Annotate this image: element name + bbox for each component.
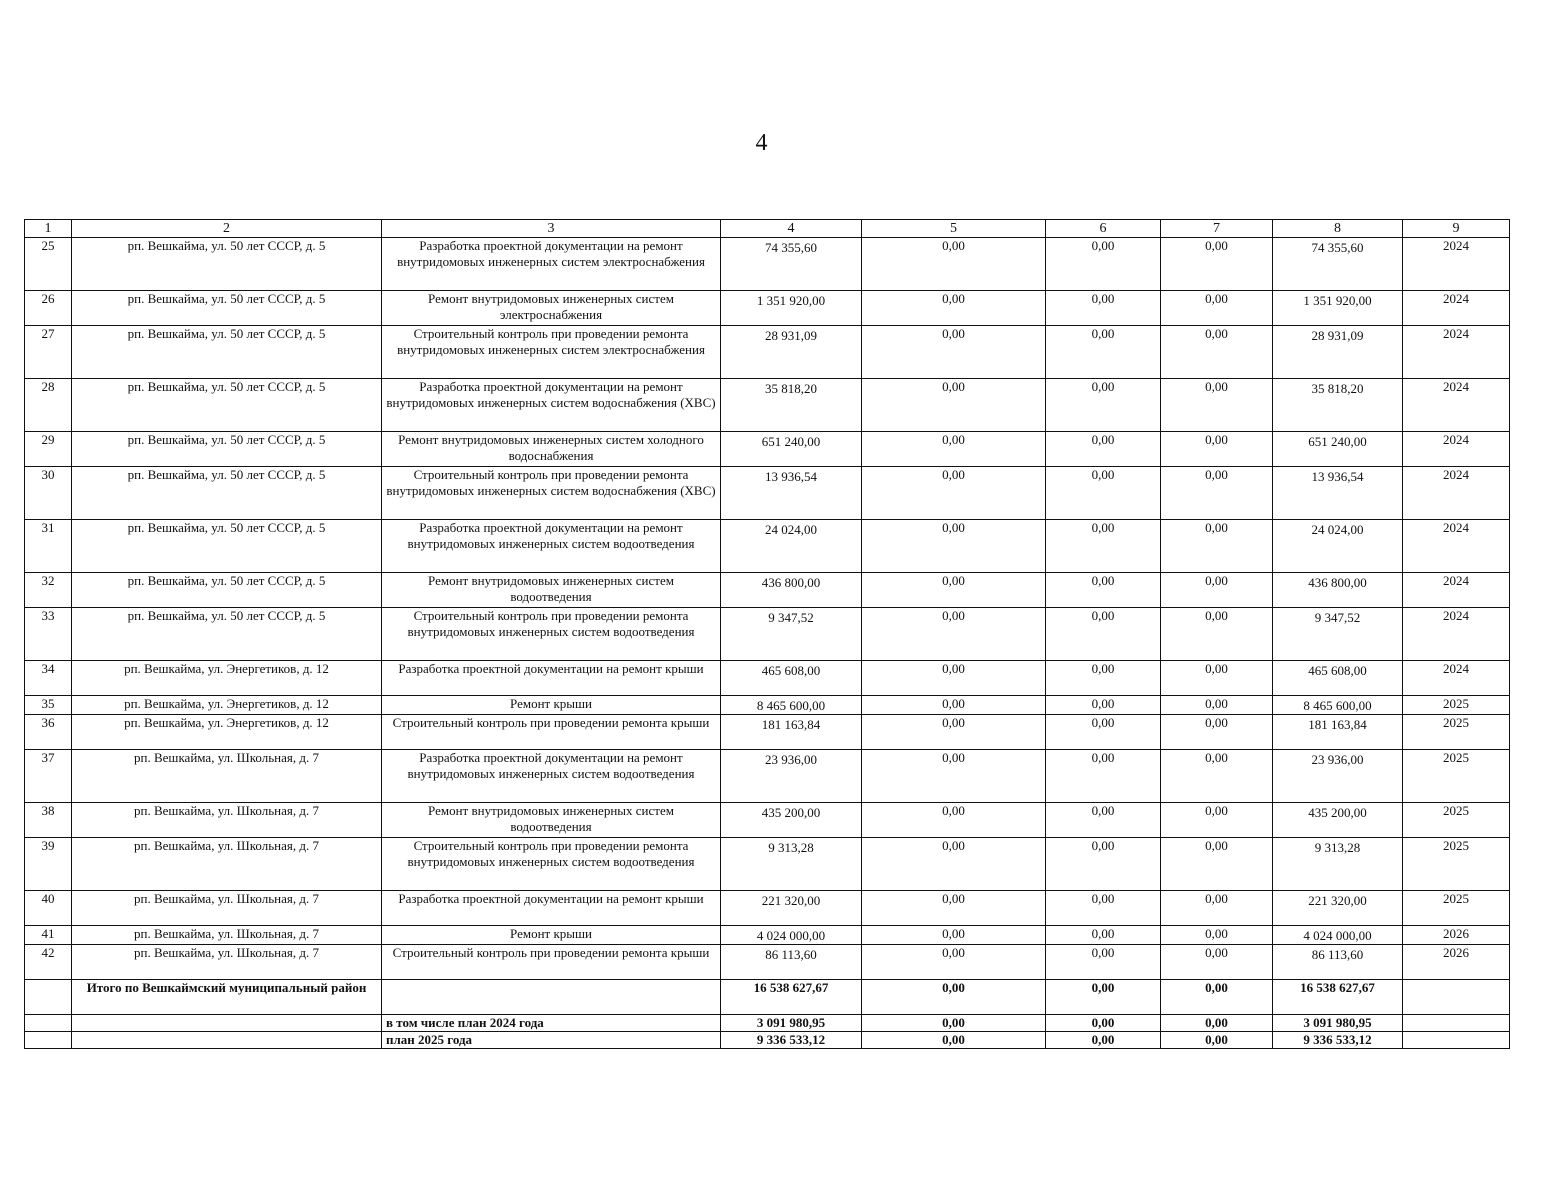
address-cell: рп. Вешкайма, ул. Школьная, д. 7 bbox=[72, 750, 382, 803]
total-c6-cell: 0,00 bbox=[1046, 980, 1161, 1015]
address-cell: рп. Вешкайма, ул. 50 лет СССР, д. 5 bbox=[72, 238, 382, 291]
subtotal-c8-cell: 3 091 980,95 bbox=[1273, 1015, 1403, 1032]
empty-cell bbox=[25, 1015, 72, 1032]
amount-col7-cell: 0,00 bbox=[1161, 432, 1273, 467]
work-type-cell: Разработка проектной документации на ремонт внутридомовых инженерных систем водоотведения bbox=[382, 520, 721, 573]
empty-cell bbox=[382, 980, 721, 1015]
amount-col7-cell: 0,00 bbox=[1161, 750, 1273, 803]
amount-col8-cell: 435 200,00 bbox=[1273, 803, 1403, 838]
empty-cell bbox=[1403, 980, 1510, 1015]
subtotal-c8-cell: 9 336 533,12 bbox=[1273, 1032, 1403, 1049]
empty-cell bbox=[25, 1032, 72, 1049]
row-number: 25 bbox=[25, 238, 72, 291]
table-row bbox=[25, 326, 1510, 379]
work-type-cell: Разработка проектной документации на ремонт крыши bbox=[382, 891, 721, 926]
row-number: 39 bbox=[25, 838, 72, 891]
amount-total-cell: 181 163,84 bbox=[721, 715, 862, 750]
amount-total-cell: 74 355,60 bbox=[721, 238, 862, 291]
amount-col6-cell: 0,00 bbox=[1046, 803, 1161, 838]
address-cell: рп. Вешкайма, ул. Школьная, д. 7 bbox=[72, 891, 382, 926]
amount-col6-cell: 0,00 bbox=[1046, 608, 1161, 661]
address-cell: рп. Вешкайма, ул. 50 лет СССР, д. 5 bbox=[72, 432, 382, 467]
amount-col7-cell: 0,00 bbox=[1161, 696, 1273, 715]
year-cell: 2024 bbox=[1403, 467, 1510, 520]
address-cell: рп. Вешкайма, ул. 50 лет СССР, д. 5 bbox=[72, 608, 382, 661]
column-number-header: 1 bbox=[25, 220, 72, 238]
column-number-header: 7 bbox=[1161, 220, 1273, 238]
table-row bbox=[25, 838, 1510, 891]
total-c5-cell: 0,00 bbox=[862, 980, 1046, 1015]
table-row bbox=[25, 945, 1510, 980]
amount-total-cell: 24 024,00 bbox=[721, 520, 862, 573]
row-number: 36 bbox=[25, 715, 72, 750]
amount-col7-cell: 0,00 bbox=[1161, 715, 1273, 750]
total-label: Итого по Вешкаймский муниципальный район bbox=[72, 980, 382, 1015]
amount-col6-cell: 0,00 bbox=[1046, 891, 1161, 926]
amount-col8-cell: 86 113,60 bbox=[1273, 945, 1403, 980]
amount-col6-cell: 0,00 bbox=[1046, 661, 1161, 696]
table-row bbox=[25, 715, 1510, 750]
subtotal-c7-cell: 0,00 bbox=[1161, 1032, 1273, 1049]
address-cell: рп. Вешкайма, ул. 50 лет СССР, д. 5 bbox=[72, 379, 382, 432]
table-row bbox=[25, 926, 1510, 945]
table-row bbox=[25, 291, 1510, 326]
table-row bbox=[25, 238, 1510, 291]
amount-col8-cell: 4 024 000,00 bbox=[1273, 926, 1403, 945]
amount-col7-cell: 0,00 bbox=[1161, 803, 1273, 838]
amount-col7-cell: 0,00 bbox=[1161, 573, 1273, 608]
amount-col8-cell: 436 800,00 bbox=[1273, 573, 1403, 608]
amount-col8-cell: 9 347,52 bbox=[1273, 608, 1403, 661]
amount-col6-cell: 0,00 bbox=[1046, 750, 1161, 803]
amount-col5-cell: 0,00 bbox=[862, 379, 1046, 432]
work-type-cell: Ремонт внутридомовых инженерных систем водоотведения bbox=[382, 803, 721, 838]
amount-col7-cell: 0,00 bbox=[1161, 608, 1273, 661]
row-number: 42 bbox=[25, 945, 72, 980]
year-cell: 2024 bbox=[1403, 326, 1510, 379]
amount-col5-cell: 0,00 bbox=[862, 432, 1046, 467]
amount-col6-cell: 0,00 bbox=[1046, 432, 1161, 467]
work-type-cell: Строительный контроль при проведении ремонта внутридомовых инженерных систем электроснабжения bbox=[382, 326, 721, 379]
year-cell: 2024 bbox=[1403, 608, 1510, 661]
row-number: 40 bbox=[25, 891, 72, 926]
subtotal-c4-cell: 9 336 533,12 bbox=[721, 1032, 862, 1049]
total-c8-cell: 16 538 627,67 bbox=[1273, 980, 1403, 1015]
amount-col5-cell: 0,00 bbox=[862, 838, 1046, 891]
amount-col8-cell: 24 024,00 bbox=[1273, 520, 1403, 573]
work-type-cell: Ремонт крыши bbox=[382, 926, 721, 945]
empty-cell bbox=[1403, 1032, 1510, 1049]
amount-total-cell: 28 931,09 bbox=[721, 326, 862, 379]
amount-total-cell: 9 313,28 bbox=[721, 838, 862, 891]
year-cell: 2024 bbox=[1403, 238, 1510, 291]
table-header-row bbox=[25, 220, 1510, 238]
amount-total-cell: 465 608,00 bbox=[721, 661, 862, 696]
work-type-cell: Строительный контроль при проведении ремонта внутридомовых инженерных систем водоснабжения (ХВС) bbox=[382, 467, 721, 520]
page-number: 4 bbox=[755, 130, 768, 156]
amount-total-cell: 651 240,00 bbox=[721, 432, 862, 467]
amount-col6-cell: 0,00 bbox=[1046, 379, 1161, 432]
column-number-header: 6 bbox=[1046, 220, 1161, 238]
total-c7-cell: 0,00 bbox=[1161, 980, 1273, 1015]
year-cell: 2024 bbox=[1403, 291, 1510, 326]
year-cell: 2024 bbox=[1403, 432, 1510, 467]
empty-cell bbox=[72, 1015, 382, 1032]
amount-col6-cell: 0,00 bbox=[1046, 520, 1161, 573]
work-type-cell: Ремонт внутридомовых инженерных систем холодного водоснабжения bbox=[382, 432, 721, 467]
amount-col7-cell: 0,00 bbox=[1161, 467, 1273, 520]
year-cell: 2024 bbox=[1403, 520, 1510, 573]
table-row bbox=[25, 891, 1510, 926]
empty-cell bbox=[72, 1032, 382, 1049]
amount-col6-cell: 0,00 bbox=[1046, 238, 1161, 291]
amount-col7-cell: 0,00 bbox=[1161, 838, 1273, 891]
work-type-cell: Строительный контроль при проведении ремонта внутридомовых инженерных систем водоотведения bbox=[382, 608, 721, 661]
work-type-cell: Разработка проектной документации на ремонт крыши bbox=[382, 661, 721, 696]
address-cell: рп. Вешкайма, ул. Школьная, д. 7 bbox=[72, 945, 382, 980]
column-number-header: 5 bbox=[862, 220, 1046, 238]
row-number: 34 bbox=[25, 661, 72, 696]
subtotal-label: в том числе план 2024 года bbox=[382, 1015, 721, 1032]
year-cell: 2025 bbox=[1403, 750, 1510, 803]
amount-col7-cell: 0,00 bbox=[1161, 326, 1273, 379]
amount-col7-cell: 0,00 bbox=[1161, 891, 1273, 926]
amount-col8-cell: 13 936,54 bbox=[1273, 467, 1403, 520]
amount-col5-cell: 0,00 bbox=[862, 661, 1046, 696]
row-number: 38 bbox=[25, 803, 72, 838]
row-number: 30 bbox=[25, 467, 72, 520]
subtotal-c5-cell: 0,00 bbox=[862, 1032, 1046, 1049]
address-cell: рп. Вешкайма, ул. Энергетиков, д. 12 bbox=[72, 661, 382, 696]
amount-col6-cell: 0,00 bbox=[1046, 926, 1161, 945]
table-row bbox=[25, 696, 1510, 715]
column-number-header: 3 bbox=[382, 220, 721, 238]
amount-col5-cell: 0,00 bbox=[862, 467, 1046, 520]
year-cell: 2024 bbox=[1403, 573, 1510, 608]
subtotal-c5-cell: 0,00 bbox=[862, 1015, 1046, 1032]
amount-col8-cell: 651 240,00 bbox=[1273, 432, 1403, 467]
amount-col5-cell: 0,00 bbox=[862, 608, 1046, 661]
work-type-cell: Строительный контроль при проведении ремонта внутридомовых инженерных систем водоотведения bbox=[382, 838, 721, 891]
amount-total-cell: 35 818,20 bbox=[721, 379, 862, 432]
row-number: 33 bbox=[25, 608, 72, 661]
amount-total-cell: 86 113,60 bbox=[721, 945, 862, 980]
amount-col7-cell: 0,00 bbox=[1161, 291, 1273, 326]
amount-total-cell: 8 465 600,00 bbox=[721, 696, 862, 715]
empty-cell bbox=[1403, 1015, 1510, 1032]
amount-col6-cell: 0,00 bbox=[1046, 838, 1161, 891]
amount-total-cell: 9 347,52 bbox=[721, 608, 862, 661]
address-cell: рп. Вешкайма, ул. Энергетиков, д. 12 bbox=[72, 696, 382, 715]
table-row bbox=[25, 379, 1510, 432]
row-number: 32 bbox=[25, 573, 72, 608]
amount-total-cell: 4 024 000,00 bbox=[721, 926, 862, 945]
amount-col8-cell: 465 608,00 bbox=[1273, 661, 1403, 696]
amount-col5-cell: 0,00 bbox=[862, 926, 1046, 945]
amount-col5-cell: 0,00 bbox=[862, 520, 1046, 573]
amount-col7-cell: 0,00 bbox=[1161, 926, 1273, 945]
address-cell: рп. Вешкайма, ул. 50 лет СССР, д. 5 bbox=[72, 520, 382, 573]
row-number: 27 bbox=[25, 326, 72, 379]
amount-col7-cell: 0,00 bbox=[1161, 379, 1273, 432]
subtotal-c6-cell: 0,00 bbox=[1046, 1032, 1161, 1049]
subtotal-label: план 2025 года bbox=[382, 1032, 721, 1049]
amount-col7-cell: 0,00 bbox=[1161, 661, 1273, 696]
amount-total-cell: 23 936,00 bbox=[721, 750, 862, 803]
amount-col5-cell: 0,00 bbox=[862, 291, 1046, 326]
amount-total-cell: 221 320,00 bbox=[721, 891, 862, 926]
column-number-header: 4 bbox=[721, 220, 862, 238]
table-row bbox=[25, 750, 1510, 803]
amount-col5-cell: 0,00 bbox=[862, 750, 1046, 803]
amount-col5-cell: 0,00 bbox=[862, 891, 1046, 926]
amount-col6-cell: 0,00 bbox=[1046, 715, 1161, 750]
subtotal-c7-cell: 0,00 bbox=[1161, 1015, 1273, 1032]
row-number: 31 bbox=[25, 520, 72, 573]
year-cell: 2026 bbox=[1403, 945, 1510, 980]
amount-col7-cell: 0,00 bbox=[1161, 238, 1273, 291]
total-row bbox=[25, 980, 1510, 1015]
address-cell: рп. Вешкайма, ул. 50 лет СССР, д. 5 bbox=[72, 326, 382, 379]
amount-col6-cell: 0,00 bbox=[1046, 326, 1161, 379]
work-type-cell: Ремонт внутридомовых инженерных систем электроснабжения bbox=[382, 291, 721, 326]
amount-col7-cell: 0,00 bbox=[1161, 945, 1273, 980]
row-number: 26 bbox=[25, 291, 72, 326]
address-cell: рп. Вешкайма, ул. Энергетиков, д. 12 bbox=[72, 715, 382, 750]
empty-cell bbox=[25, 980, 72, 1015]
work-type-cell: Разработка проектной документации на ремонт внутридомовых инженерных систем водоснабжения (ХВС) bbox=[382, 379, 721, 432]
subtotal-c4-cell: 3 091 980,95 bbox=[721, 1015, 862, 1032]
work-type-cell: Разработка проектной документации на ремонт внутридомовых инженерных систем водоотведения bbox=[382, 750, 721, 803]
amount-col8-cell: 23 936,00 bbox=[1273, 750, 1403, 803]
column-number-header: 9 bbox=[1403, 220, 1510, 238]
row-number: 29 bbox=[25, 432, 72, 467]
address-cell: рп. Вешкайма, ул. 50 лет СССР, д. 5 bbox=[72, 291, 382, 326]
table-row bbox=[25, 520, 1510, 573]
amount-col8-cell: 8 465 600,00 bbox=[1273, 696, 1403, 715]
work-type-cell: Разработка проектной документации на ремонт внутридомовых инженерных систем электроснабжения bbox=[382, 238, 721, 291]
amount-col8-cell: 181 163,84 bbox=[1273, 715, 1403, 750]
amount-col5-cell: 0,00 bbox=[862, 326, 1046, 379]
amount-col6-cell: 0,00 bbox=[1046, 696, 1161, 715]
amount-col5-cell: 0,00 bbox=[862, 238, 1046, 291]
year-cell: 2024 bbox=[1403, 379, 1510, 432]
year-cell: 2024 bbox=[1403, 661, 1510, 696]
row-number: 28 bbox=[25, 379, 72, 432]
amount-col5-cell: 0,00 bbox=[862, 803, 1046, 838]
table-row bbox=[25, 467, 1510, 520]
table-row bbox=[25, 573, 1510, 608]
amount-col6-cell: 0,00 bbox=[1046, 945, 1161, 980]
amount-col7-cell: 0,00 bbox=[1161, 520, 1273, 573]
amount-col6-cell: 0,00 bbox=[1046, 291, 1161, 326]
work-type-cell: Строительный контроль при проведении ремонта крыши bbox=[382, 715, 721, 750]
repair-plan-table bbox=[24, 219, 1510, 1049]
amount-col8-cell: 74 355,60 bbox=[1273, 238, 1403, 291]
subtotal-row bbox=[25, 1032, 1510, 1049]
amount-col6-cell: 0,00 bbox=[1046, 573, 1161, 608]
subtotal-c6-cell: 0,00 bbox=[1046, 1015, 1161, 1032]
amount-col6-cell: 0,00 bbox=[1046, 467, 1161, 520]
total-c4-cell: 16 538 627,67 bbox=[721, 980, 862, 1015]
work-type-cell: Строительный контроль при проведении ремонта крыши bbox=[382, 945, 721, 980]
subtotal-row bbox=[25, 1015, 1510, 1032]
row-number: 41 bbox=[25, 926, 72, 945]
year-cell: 2026 bbox=[1403, 926, 1510, 945]
amount-total-cell: 13 936,54 bbox=[721, 467, 862, 520]
address-cell: рп. Вешкайма, ул. Школьная, д. 7 bbox=[72, 926, 382, 945]
row-number: 35 bbox=[25, 696, 72, 715]
work-type-cell: Ремонт внутридомовых инженерных систем водоотведения bbox=[382, 573, 721, 608]
amount-total-cell: 1 351 920,00 bbox=[721, 291, 862, 326]
amount-col8-cell: 9 313,28 bbox=[1273, 838, 1403, 891]
column-number-header: 8 bbox=[1273, 220, 1403, 238]
amount-col8-cell: 221 320,00 bbox=[1273, 891, 1403, 926]
table-row bbox=[25, 803, 1510, 838]
year-cell: 2025 bbox=[1403, 803, 1510, 838]
amount-total-cell: 435 200,00 bbox=[721, 803, 862, 838]
work-type-cell: Ремонт крыши bbox=[382, 696, 721, 715]
year-cell: 2025 bbox=[1403, 715, 1510, 750]
year-cell: 2025 bbox=[1403, 891, 1510, 926]
amount-col5-cell: 0,00 bbox=[862, 573, 1046, 608]
amount-col5-cell: 0,00 bbox=[862, 715, 1046, 750]
address-cell: рп. Вешкайма, ул. 50 лет СССР, д. 5 bbox=[72, 467, 382, 520]
amount-col8-cell: 1 351 920,00 bbox=[1273, 291, 1403, 326]
address-cell: рп. Вешкайма, ул. 50 лет СССР, д. 5 bbox=[72, 573, 382, 608]
table-row bbox=[25, 432, 1510, 467]
column-number-header: 2 bbox=[72, 220, 382, 238]
table-row bbox=[25, 661, 1510, 696]
amount-col5-cell: 0,00 bbox=[862, 945, 1046, 980]
amount-col8-cell: 28 931,09 bbox=[1273, 326, 1403, 379]
address-cell: рп. Вешкайма, ул. Школьная, д. 7 bbox=[72, 838, 382, 891]
amount-total-cell: 436 800,00 bbox=[721, 573, 862, 608]
year-cell: 2025 bbox=[1403, 696, 1510, 715]
year-cell: 2025 bbox=[1403, 838, 1510, 891]
amount-col5-cell: 0,00 bbox=[862, 696, 1046, 715]
address-cell: рп. Вешкайма, ул. Школьная, д. 7 bbox=[72, 803, 382, 838]
amount-col8-cell: 35 818,20 bbox=[1273, 379, 1403, 432]
row-number: 37 bbox=[25, 750, 72, 803]
table-row bbox=[25, 608, 1510, 661]
